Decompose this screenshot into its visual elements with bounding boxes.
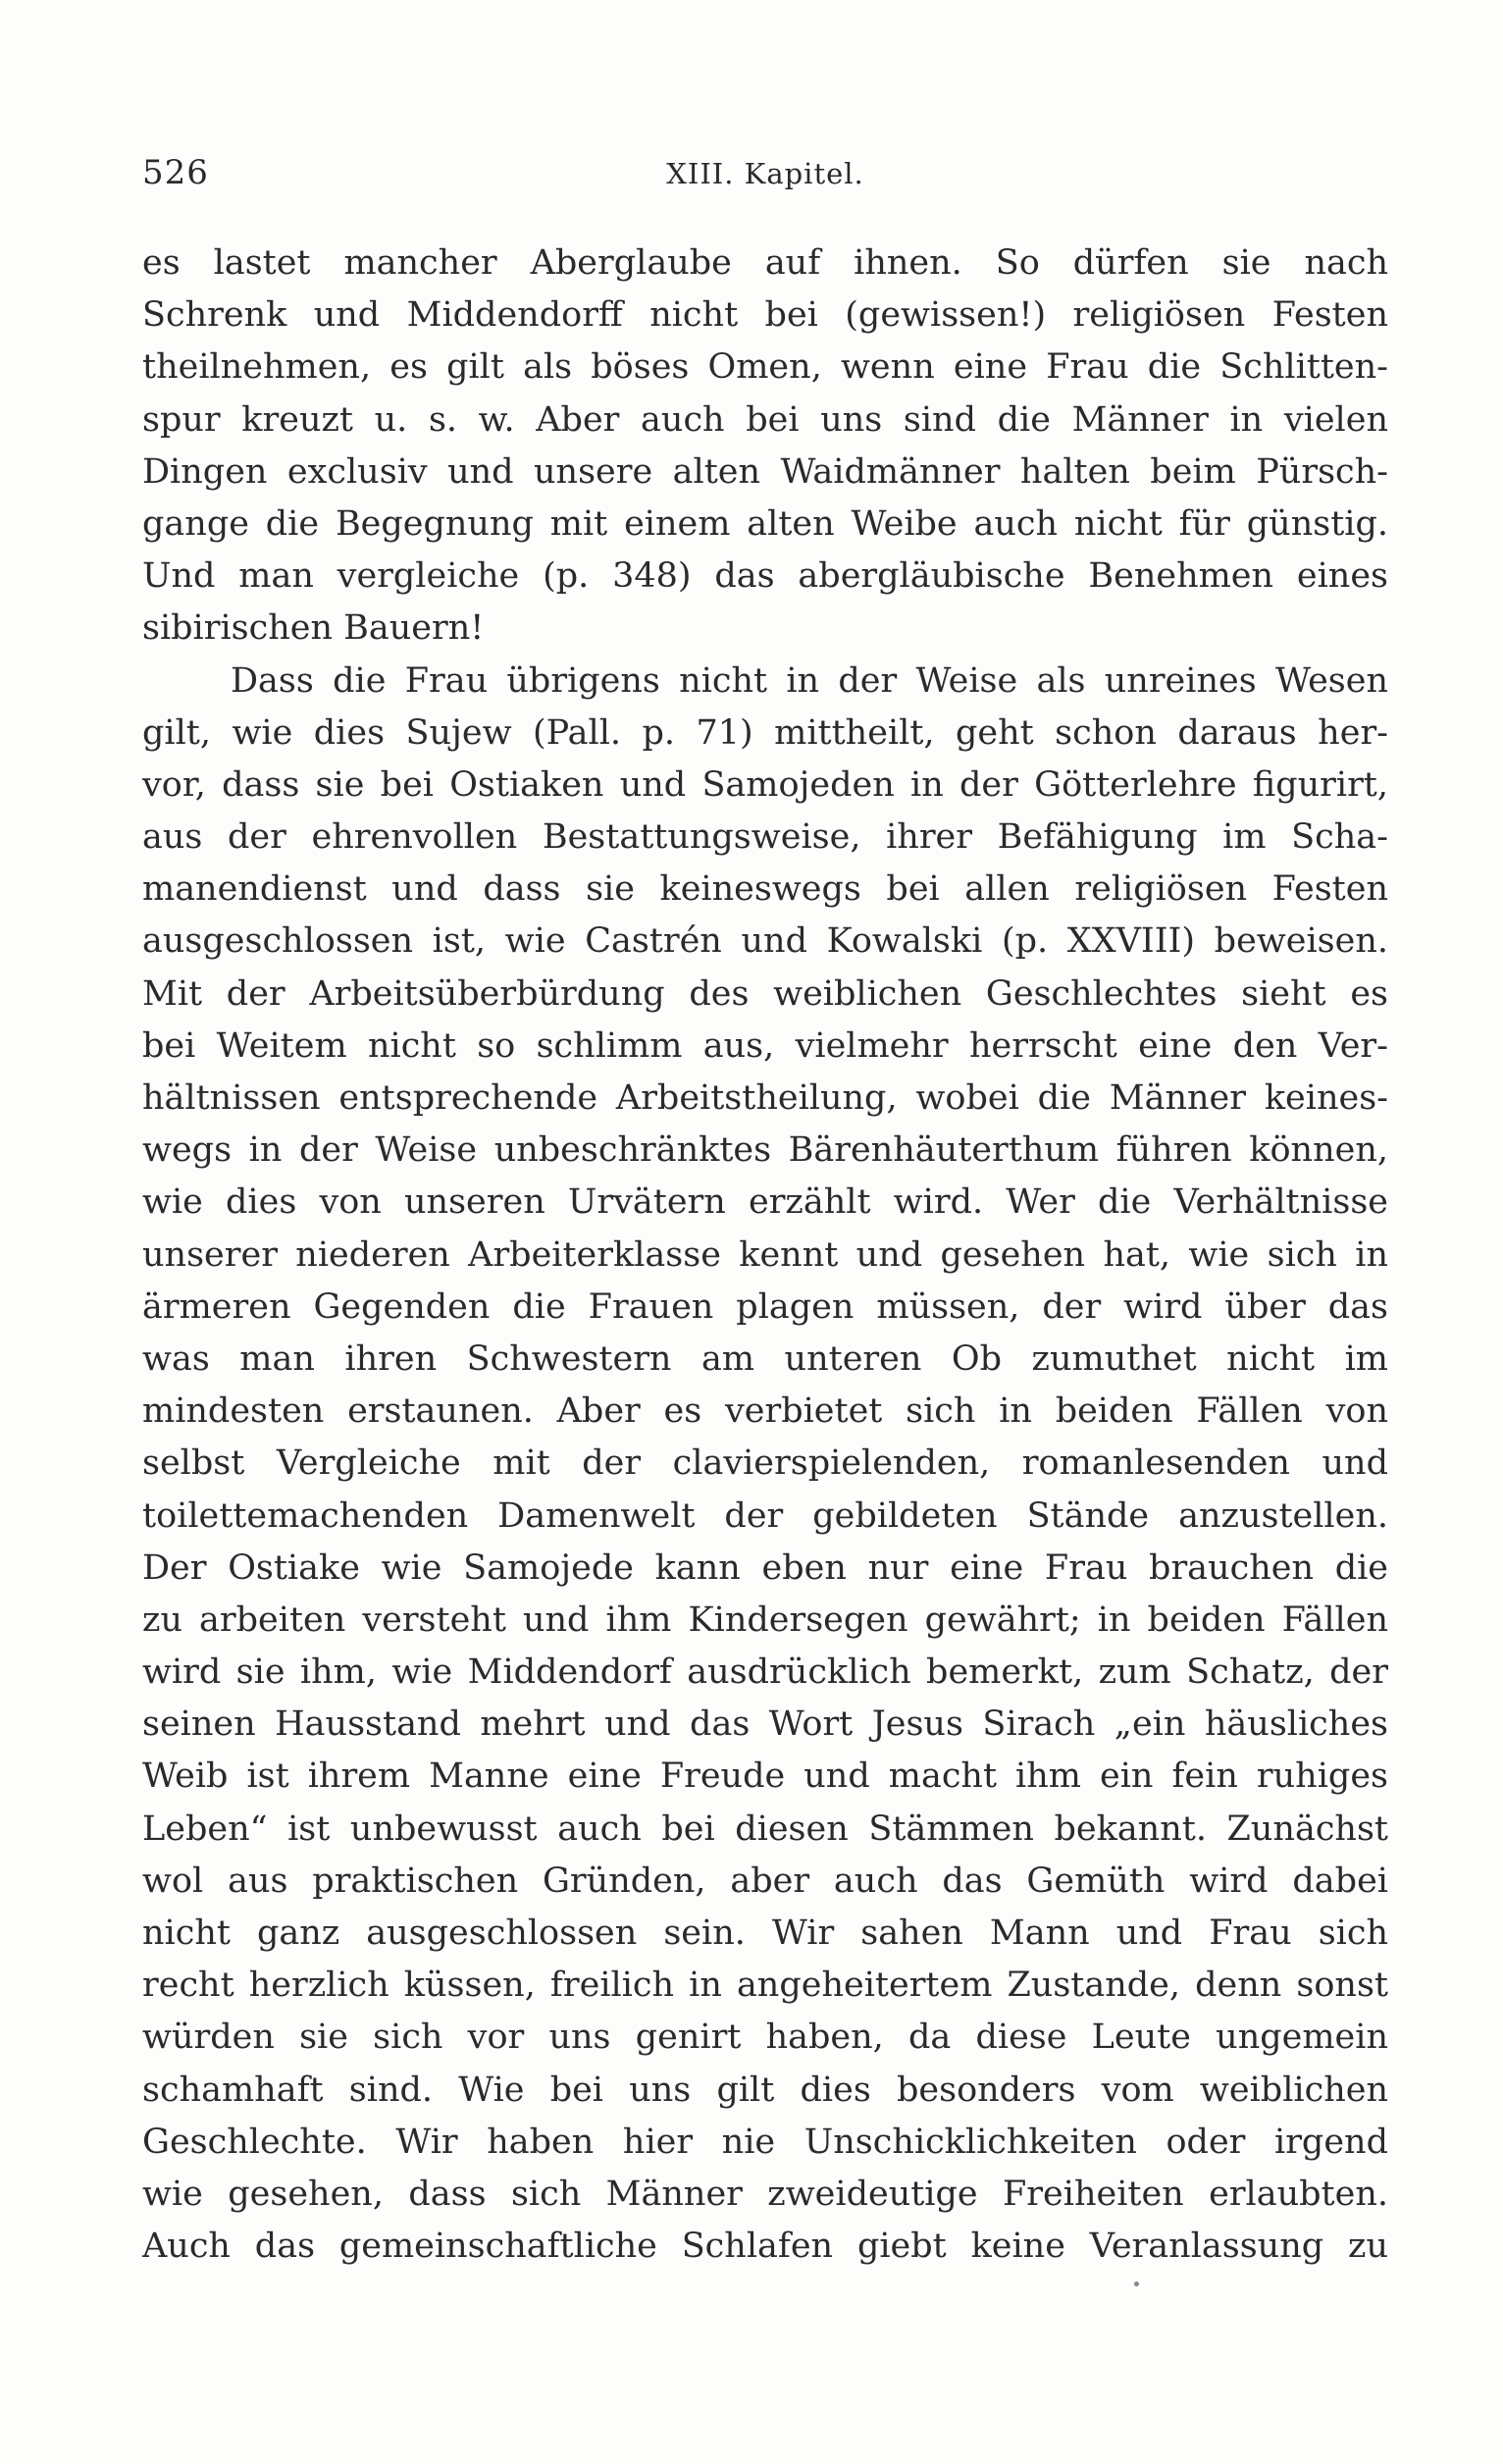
running-head [142,153,1388,202]
text-line: manendienst und dass sie keineswegs bei allen religiösen Festen [142,869,1388,910]
paragraph-start-line: Dass die Frau übrigens nicht in der Weise als unreines Wesen [231,660,1388,701]
chapter-title: XIII. Kapitel. [666,157,864,190]
text-line: bei Weitem nicht so schlimm aus, vielmehr herrscht eine den Ver- [142,1025,1388,1066]
text-line: Weib ist ihrem Manne eine Freude und macht ihm ein fein ruhiges [142,1756,1388,1797]
text-line: Mit der Arbeitsüberbürdung des weiblichen Geschlechtes sieht es [142,973,1388,1014]
body-text [142,237,1388,2273]
text-line: zu arbeiten versteht und ihm Kindersegen gewährt; in beiden Fällen [142,1599,1388,1640]
text-line: seinen Hausstand mehrt und das Wort Jesus Sirach „ein häusliches [142,1704,1388,1745]
text-line: gange die Begegnung mit einem alten Weibe auch nicht für günstig. [142,503,1388,544]
text-line: theilnehmen, es gilt als böses Omen, wenn eine Frau die Schlitten- [142,347,1388,388]
text-line: was man ihren Schwestern am unteren Ob zumuthet nicht im [142,1338,1388,1379]
text-line: ärmeren Gegenden die Frauen plagen müssen, der wird über das [142,1286,1388,1327]
text-line: sibirischen Bauern! [142,608,485,649]
text-line: Und man vergleiche (p. 348) das abergläubische Benehmen eines [142,556,1388,597]
print-speck [1134,2281,1139,2286]
text-line: mindesten erstaunen. Aber es verbietet sich in beiden Fällen von [142,1391,1388,1432]
text-line: selbst Vergleiche mit der clavierspielenden, romanlesenden und [142,1443,1388,1484]
text-line: wie dies von unseren Urvätern erzählt wird. Wer die Verhältnisse [142,1182,1388,1223]
text-line: unserer niederen Arbeiterklasse kennt und gesehen hat, wie sich in [142,1234,1388,1275]
text-line: wird sie ihm, wie Middendorf ausdrücklich bemerkt, zum Schatz, der [142,1652,1388,1693]
text-line: würden sie sich vor uns genirt haben, da diese Leute ungemein [142,2018,1388,2058]
text-line: Leben“ ist unbewusst auch bei diesen Stämmen bekannt. Zunächst [142,1809,1388,1849]
text-line: wie gesehen, dass sich Männer zweideutige Freiheiten erlaubten. [142,2174,1388,2214]
text-line: Geschlechte. Wir haben hier nie Unschicklichkeiten oder irgend [142,2122,1388,2162]
text-line: ausgeschlossen ist, wie Castrén und Kowalski (p. XXVIII) beweisen. [142,921,1388,962]
text-line: Auch das gemeinschaftliche Schlafen giebt keine Veranlassung zu [142,2227,1388,2267]
text-line: nicht ganz ausgeschlossen sein. Wir sahen Mann und Frau sich [142,1914,1388,1953]
text-line: Schrenk und Middendorff nicht bei (gewissen!) religiösen Festen [142,295,1388,336]
text-line: wegs in der Weise unbeschränktes Bärenhäuterthum führen können, [142,1130,1388,1171]
page-number: 526 [142,153,209,192]
text-line: Der Ostiake wie Samojede kann eben nur eine Frau brauchen die [142,1547,1388,1588]
text-line: spur kreuzt u. s. w. Aber auch bei uns sind die Männer in vielen [142,399,1388,440]
text-line: recht herzlich küssen, freilich in angeheitertem Zustande, denn sonst [142,1966,1388,2006]
text-line: aus der ehrenvollen Bestattungsweise, ihrer Befähigung im Scha- [142,817,1388,858]
text-line: hältnissen entsprechende Arbeitstheilung, wobei die Männer keines- [142,1078,1388,1118]
text-line: schamhaft sind. Wie bei uns gilt dies besonders vom weiblichen [142,2070,1388,2110]
text-line: gilt, wie dies Sujew (Pall. p. 71) mittheilt, geht schon daraus her- [142,712,1388,753]
text-line: es lastet mancher Aberglaube auf ihnen. So dürfen sie nach [142,243,1388,283]
text-line: Dingen exclusiv und unsere alten Waidmänner halten beim Pürsch- [142,451,1388,492]
text-line: wol aus praktischen Gründen, aber auch das Gemüth wird dabei [142,1861,1388,1901]
text-line: toilettemachenden Damenwelt der gebildeten Stände anzustellen. [142,1495,1388,1536]
text-line: vor, dass sie bei Ostiaken und Samojeden in der Götterlehre figurirt, [142,764,1388,805]
